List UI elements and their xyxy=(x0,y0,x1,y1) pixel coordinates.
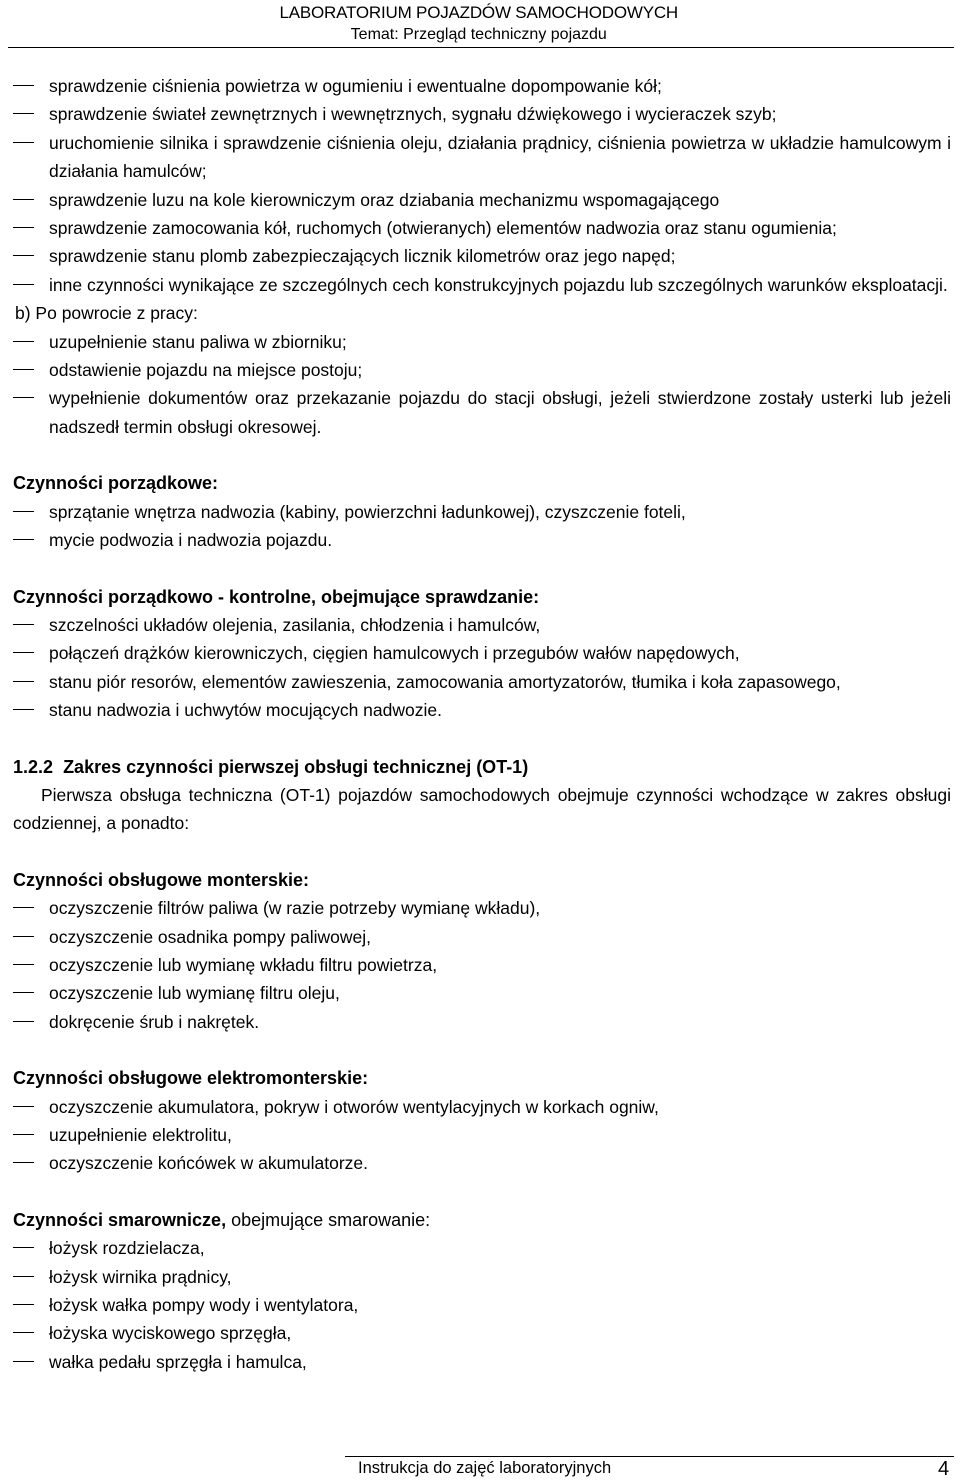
heading-smarownicze: Czynności smarownicze, obejmujące smarowanie: xyxy=(13,1209,431,1230)
dash-bullet xyxy=(13,539,34,540)
spacer xyxy=(13,555,951,583)
dash-bullet xyxy=(13,964,34,965)
list-a xyxy=(13,72,951,299)
dash-bullet xyxy=(13,284,34,285)
dash-bullet xyxy=(13,1332,34,1333)
list-item: szczelności układów olejenia, zasilania, chłodzenia i hamulców, xyxy=(13,611,951,639)
dash-bullet xyxy=(13,341,34,342)
spacer xyxy=(13,1178,951,1206)
list-porzadkowe xyxy=(13,498,951,555)
section-title-text: Zakres czynności pierwszej obsługi technicznej (OT-1) xyxy=(63,756,529,777)
list-item: połączeń drążków kierowniczych, cięgien hamulcowych i przegubów wałów napędowych, xyxy=(13,639,951,667)
heading-monterskie: Czynności obsługowe monterskie: xyxy=(13,869,310,890)
page-number: 4 xyxy=(938,1458,950,1480)
dash-bullet xyxy=(13,1304,34,1305)
list-b xyxy=(13,328,951,442)
dash-bullet xyxy=(13,624,34,625)
dash-bullet xyxy=(13,652,34,653)
list-item: uruchomienie silnika i sprawdzenie ciśnienia oleju, działania prądnicy, ciśnienia powietrza w układzie hamulcowym i działania hamulców; xyxy=(13,129,951,186)
list-item: oczyszczenie końcówek w akumulatorze. xyxy=(13,1149,951,1177)
list-item: łożysk wirnika prądnicy, xyxy=(13,1263,951,1291)
list-item: uzupełnienie stanu paliwa w zbiorniku; xyxy=(13,328,951,356)
list-item: łożyska wyciskowego sprzęgła, xyxy=(13,1319,951,1347)
page-header xyxy=(279,2,678,46)
list-monterskie xyxy=(13,894,951,1036)
dash-bullet xyxy=(13,1134,34,1135)
list-item: sprawdzenie zamocowania kół, ruchomych (otwieranych) elementów nadwozia oraz stanu ogumienia; xyxy=(13,214,951,242)
section-b-label: b) Po powrocie z pracy: xyxy=(15,303,198,324)
list-item: oczyszczenie akumulatora, pokryw i otworów wentylacyjnych w korkach ogniw, xyxy=(13,1093,951,1121)
dash-bullet xyxy=(13,1162,34,1163)
list-item: dokręcenie śrub i nakrętek. xyxy=(13,1008,951,1036)
section-number: 1.2.2 xyxy=(13,756,54,777)
dash-bullet xyxy=(13,936,34,937)
list-item: sprawdzenie luzu na kole kierowniczym oraz dziabania mechanizmu wspomagającego xyxy=(13,186,951,214)
dash-bullet xyxy=(13,85,34,86)
spacer xyxy=(13,1036,951,1064)
list-elektromonterskie xyxy=(13,1093,951,1178)
dash-bullet xyxy=(13,255,34,256)
dash-bullet xyxy=(13,113,34,114)
list-porzadkowo-kontrolne xyxy=(13,611,951,725)
heading-elektromonterskie: Czynności obsługowe elektromonterskie: xyxy=(13,1068,369,1089)
list-item: oczyszczenie osadnika pompy paliwowej, xyxy=(13,923,951,951)
dash-bullet xyxy=(13,1106,34,1107)
list-item: sprawdzenie świateł zewnętrznych i wewnętrznych, sygnału dźwiękowego i wycieraczek szyb; xyxy=(13,100,951,128)
list-item: sprawdzenie stanu plomb zabezpieczających licznik kilometrów oraz jego napęd; xyxy=(13,242,951,270)
list-smarownicze xyxy=(13,1234,951,1376)
dash-bullet xyxy=(13,199,34,200)
list-item: oczyszczenie lub wymianę wkładu filtru powietrza, xyxy=(13,951,951,979)
section-title xyxy=(13,753,951,781)
dash-bullet xyxy=(13,397,34,398)
dash-bullet xyxy=(13,142,34,143)
dash-bullet xyxy=(13,992,34,993)
list-item: stanu piór resorów, elementów zawieszenia, zamocowania amortyzatorów, tłumika i koła zapasowego, xyxy=(13,668,951,696)
list-item: łożysk wałka pompy wody i wentylatora, xyxy=(13,1291,951,1319)
footer-rule xyxy=(345,1456,954,1457)
spacer xyxy=(13,441,951,469)
list-item: oczyszczenie lub wymianę filtru oleju, xyxy=(13,979,951,1007)
heading-porzadkowe: Czynności porządkowe: xyxy=(13,473,219,494)
dash-bullet xyxy=(13,681,34,682)
list-item: stanu nadwozia i uchwytów mocujących nadwozie. xyxy=(13,696,951,724)
dash-bullet xyxy=(13,907,34,908)
list-item: oczyszczenie filtrów paliwa (w razie potrzeby wymianę wkładu), xyxy=(13,894,951,922)
spacer xyxy=(13,838,951,866)
dash-bullet xyxy=(13,1276,34,1277)
dash-bullet xyxy=(13,227,34,228)
spacer xyxy=(13,725,951,753)
list-item: inne czynności wynikające ze szczególnych cech konstrukcyjnych pojazdu lub szczególnych warunków eksploatacji. xyxy=(13,271,951,299)
dash-bullet xyxy=(13,1361,34,1362)
header-title: LABORATORIUM POJAZDÓW SAMOCHODOWYCH xyxy=(279,3,678,22)
dash-bullet xyxy=(13,1247,34,1248)
heading-porzadkowo-kontrolne: Czynności porządkowo - kontrolne, obejmujące sprawdzanie: xyxy=(13,586,540,607)
header-subtitle: Temat: Przegląd techniczny pojazdu xyxy=(350,26,607,43)
list-item: wypełnienie dokumentów oraz przekazanie pojazdu do stacji obsługi, jeżeli stwierdzone zostały usterki lub jeżeli nadszedł termin obsługi okresowej. xyxy=(13,384,951,441)
footer-text: Instrukcja do zajęć laboratoryjnych xyxy=(358,1459,612,1477)
list-item: wałka pedału sprzęgła i hamulca, xyxy=(13,1348,951,1376)
list-item: odstawienie pojazdu na miejsce postoju; xyxy=(13,356,951,384)
list-item: sprzątanie wnętrza nadwozia (kabiny, powierzchni ładunkowej), czyszczenie foteli, xyxy=(13,498,951,526)
list-item: łożysk rozdzielacza, xyxy=(13,1234,951,1262)
section-paragraph: Pierwsza obsługa techniczna (OT-1) pojazdów samochodowych obejmuje czynności wchodzące w zakres obsługi codziennej, a ponadto: xyxy=(13,784,951,834)
dash-bullet xyxy=(13,1021,34,1022)
dash-bullet xyxy=(13,709,34,710)
header-rule xyxy=(8,47,954,48)
list-item: uzupełnienie elektrolitu, xyxy=(13,1121,951,1149)
page-body xyxy=(13,72,951,1376)
dash-bullet xyxy=(13,511,34,512)
list-item: sprawdzenie ciśnienia powietrza w ogumieniu i ewentualne dopompowanie kół; xyxy=(13,72,951,100)
list-item: mycie podwozia i nadwozia pojazdu. xyxy=(13,526,951,554)
dash-bullet xyxy=(13,369,34,370)
